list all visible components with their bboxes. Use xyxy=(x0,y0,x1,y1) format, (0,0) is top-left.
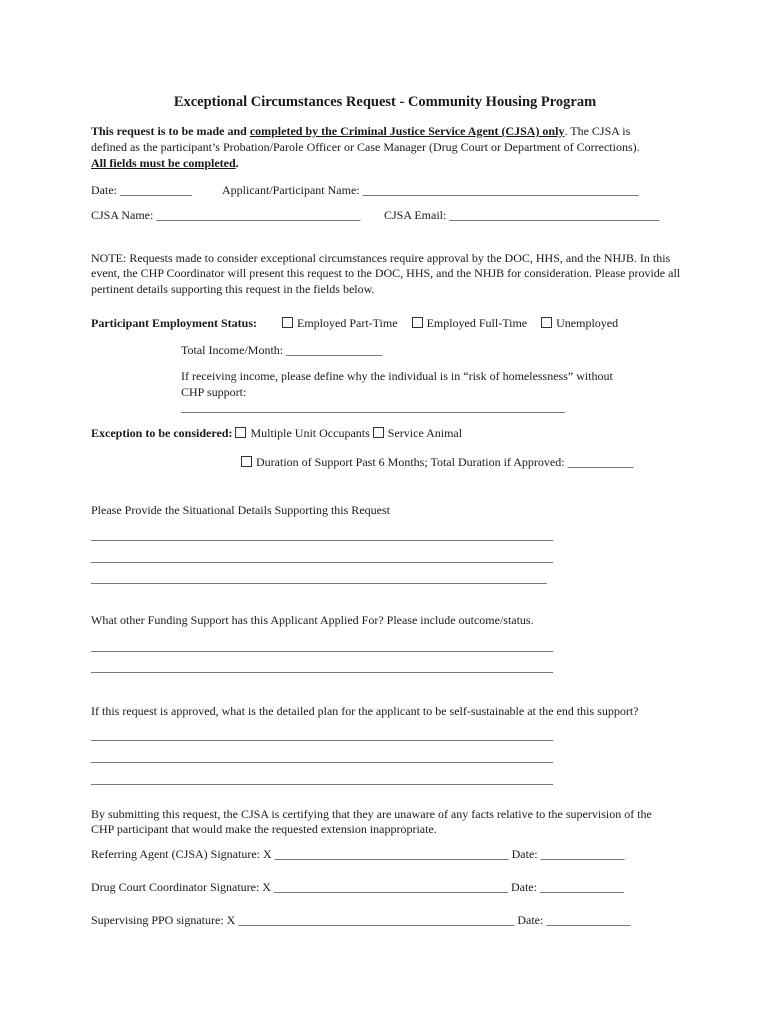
cjsa-name-field[interactable]: CJSA Name: __________________________________ xyxy=(91,208,361,222)
referring-agent-signature[interactable]: Referring Agent (CJSA) Signature: X _______________________________________ Date: ______________ xyxy=(91,847,625,861)
total-income-field[interactable]: Total Income/Month: ________________ xyxy=(181,343,383,357)
option-label: Employed Full-Time xyxy=(426,316,528,330)
ppo-signature[interactable]: Supervising PPO signature: X ______________________________________________ Date: ______________ xyxy=(91,913,631,927)
drug-court-signature[interactable]: Drug Court Coordinator Signature: X _______________________________________ Date: ______________ xyxy=(91,880,624,894)
option-label: Service Animal xyxy=(387,426,463,440)
exception-option-service-animal[interactable] xyxy=(373,426,462,440)
certify-line-2: CHP participant that would make the requested extension inappropriate. xyxy=(91,822,437,836)
employment-options xyxy=(282,316,618,331)
all-fields-required: All fields must be completed xyxy=(91,156,236,170)
intro-bold-text: This request is to be made and xyxy=(91,124,250,138)
date-field[interactable]: Date: ____________ xyxy=(91,183,192,197)
exception-option-multiple-units[interactable] xyxy=(235,426,369,440)
plan-blank-1[interactable]: _____________________________________________________________________________ xyxy=(91,728,553,742)
duration-label: Duration of Support Past 6 Months; Total Duration if Approved: ___________ xyxy=(256,455,634,469)
employment-option-part-time[interactable] xyxy=(282,316,398,330)
funding-blank-1[interactable]: _____________________________________________________________________________ xyxy=(91,639,553,653)
applicant-name-field[interactable]: Applicant/Participant Name: ______________________________________________ xyxy=(222,183,639,197)
plan-blank-3[interactable]: _____________________________________________________________________________ xyxy=(91,772,553,786)
option-label: Multiple Unit Occupants xyxy=(250,426,370,440)
risk-answer-blank[interactable]: ________________________________________________________________ xyxy=(181,400,565,414)
cjsa-email-field[interactable]: CJSA Email: ___________________________________ xyxy=(384,208,660,222)
risk-question-line-1: If receiving income, please define why the individual is in “risk of homelessness” without xyxy=(181,369,613,383)
situational-blank-1[interactable]: _____________________________________________________________________________ xyxy=(91,528,553,542)
exception-row xyxy=(91,426,462,441)
note-line-1: NOTE: Requests made to consider exceptional circumstances require approval by the DOC, HHS, and the NHJB. In this xyxy=(91,251,671,265)
intro-line-2: defined as the participant’s Probation/Parole Officer or Case Manager (Drug Court or Department of Corrections). xyxy=(91,140,640,154)
employment-option-full-time[interactable] xyxy=(412,316,528,330)
checkbox-icon[interactable] xyxy=(282,317,293,328)
note-line-2: event, the CHP Coordinator will present this request to the DOC, HHS, and the NHJB for consideration. Please provide all xyxy=(91,266,681,280)
checkbox-icon[interactable] xyxy=(235,427,246,438)
intro-cjsa-only: completed by the Criminal Justice Service Agent (CJSA) only xyxy=(249,124,565,138)
situational-blank-3[interactable]: ____________________________________________________________________________ xyxy=(91,571,547,585)
intro-line-3 xyxy=(91,156,239,171)
situational-question: Please Provide the Situational Details Supporting this Request xyxy=(91,503,390,517)
employment-option-unemployed[interactable] xyxy=(541,316,618,330)
plan-question: If this request is approved, what is the detailed plan for the applicant to be self-sustainable at the end this support? xyxy=(91,704,639,718)
employment-status-label: Participant Employment Status: xyxy=(91,316,257,330)
exception-label: Exception to be considered: xyxy=(91,426,233,440)
situational-blank-2[interactable]: _____________________________________________________________________________ xyxy=(91,550,553,564)
intro-period: . The CJSA is xyxy=(564,124,631,138)
intro-line-1 xyxy=(91,124,630,139)
option-label: Employed Part-Time xyxy=(297,316,398,330)
risk-question-line-2: CHP support: xyxy=(181,385,247,399)
form-title: Exceptional Circumstances Request - Community Housing Program xyxy=(173,94,597,110)
intro-line-3-end: . xyxy=(235,156,239,170)
option-label: Unemployed xyxy=(556,316,619,330)
funding-blank-2[interactable]: _____________________________________________________________________________ xyxy=(91,660,553,674)
certify-line-1: By submitting this request, the CJSA is certifying that they are unaware of any facts relative to the supervision of the xyxy=(91,807,652,821)
exception-option-duration[interactable] xyxy=(241,455,634,470)
checkbox-icon[interactable] xyxy=(412,317,423,328)
plan-blank-2[interactable]: _____________________________________________________________________________ xyxy=(91,750,553,764)
checkbox-icon[interactable] xyxy=(541,317,552,328)
note-line-3: pertinent details supporting this request in the fields below. xyxy=(91,282,375,296)
checkbox-icon[interactable] xyxy=(241,456,252,467)
checkbox-icon[interactable] xyxy=(373,427,384,438)
funding-question: What other Funding Support has this Applicant Applied For? Please include outcome/status. xyxy=(91,613,534,627)
